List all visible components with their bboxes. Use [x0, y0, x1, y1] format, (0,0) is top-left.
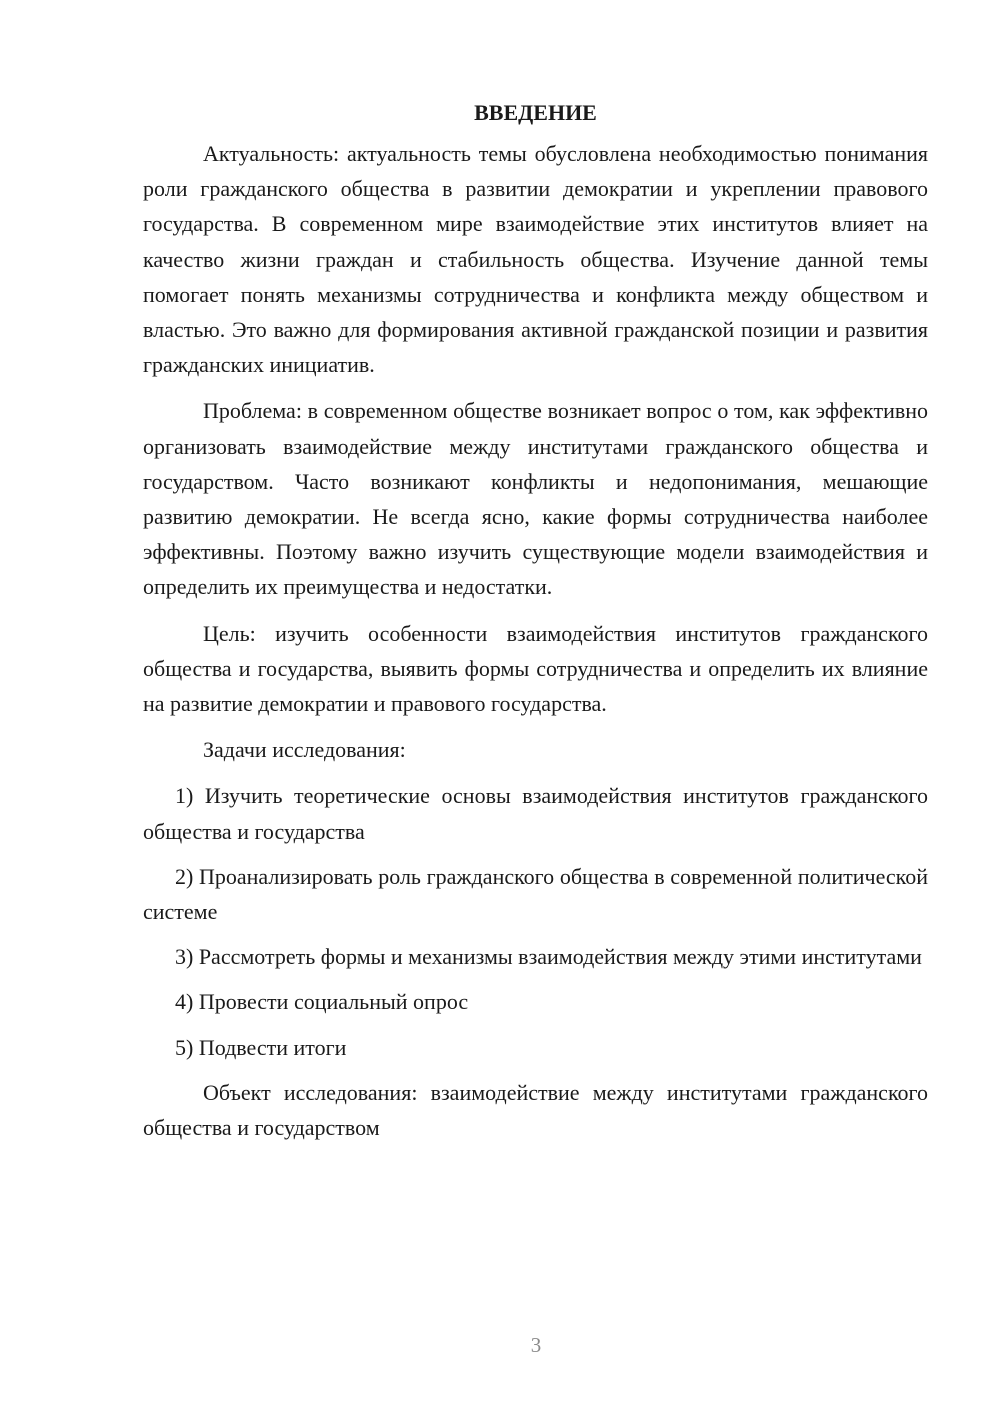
relevance-paragraph: Актуальность: актуальность темы обусловлена необходимостью понимания роли гражданского общества в развитии демократии и укреплении правового государства. В современном мире взаимодействие этих институтов влияет на качество жизни граждан и стабильность общества. Изучение данной темы помогает понять механизмы сотрудничества и конфликта между обществом и властью. Это важно для формирования активной гражданской позиции и развития гражданских инициатив.: [143, 141, 928, 378]
task-item-2: 2) Проанализировать роль гражданского общества в современной политической системе: [143, 863, 928, 925]
goal-paragraph: Цель: изучить особенности взаимодействия институтов гражданского общества и государства, выявить формы сотрудничества и определить их влияние на развитие демократии и правового государства.: [143, 620, 928, 717]
tasks-heading: Задачи исследования:: [203, 737, 406, 763]
task-item-1: 1) Изучить теоретические основы взаимодействия институтов гражданского общества и государства: [143, 783, 928, 844]
task-item-3: 3) Рассмотреть формы и механизмы взаимодействия между этими институтами: [175, 944, 922, 970]
task-item-5: 5) Подвести итоги: [175, 1034, 347, 1060]
research-object-paragraph: Объект исследования: взаимодействие между институтами гражданского общества и государством: [143, 1079, 928, 1141]
task-item-4: 4) Провести социальный опрос: [175, 989, 469, 1015]
document-body: [143, 95, 928, 1156]
page-title: ВВЕДЕНИЕ: [474, 100, 597, 125]
page-number: 3: [530, 1333, 542, 1357]
problem-paragraph: Проблема: в современном обществе возникает вопрос о том, как эффективно организовать взаимодействие между институтами гражданского общества и государством. Часто возникают конфликты и недопонимания, мешающие развитию демократии. Не всегда ясно, какие формы сотрудничества наиболее эффективны. Поэтому важно изучить существующие модели взаимодействия и определить их преимущества и недостатки.: [143, 398, 928, 600]
